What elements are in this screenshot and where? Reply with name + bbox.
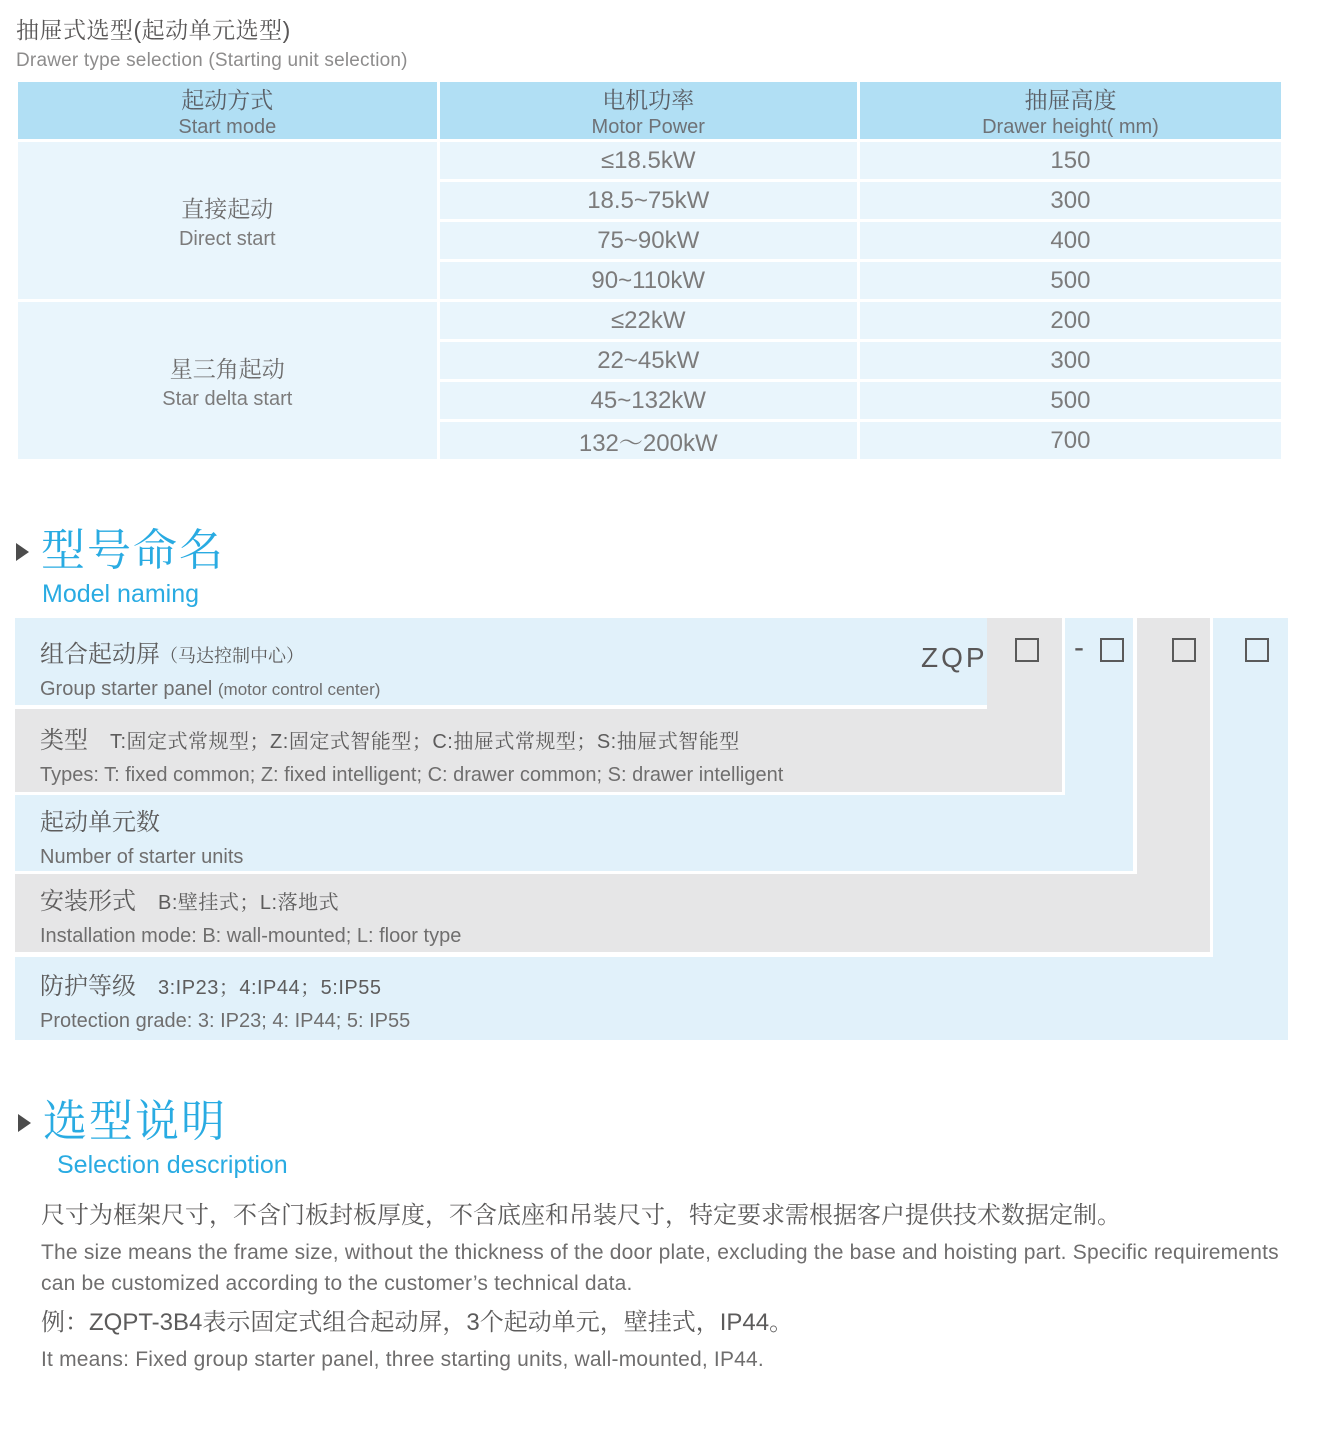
model-code-box-protection — [1245, 638, 1269, 662]
row-label-zh-main: 起动单元数 — [40, 809, 160, 836]
code-column-type — [987, 618, 1062, 709]
row-label-zh-main: 防护等级 — [40, 973, 136, 1000]
col-header-drawer-height-zh: 抽屉高度 — [1024, 87, 1117, 113]
table-row — [18, 142, 1281, 179]
table-header-row — [18, 82, 1281, 139]
section-marker-icon — [18, 1114, 31, 1132]
row-label-zh — [40, 634, 380, 669]
selection-description-text — [41, 1198, 1293, 1375]
row-label-en: Types: T: fixed common; Z: fixed intelligent; C: drawer common; S: drawer intelligent — [40, 764, 784, 786]
size-note-en: The size means the frame size, without the thickness of the door plate, excluding the base and hoisting part. Specific requirements can be customized according to the customer’s technical data. — [41, 1241, 1279, 1295]
size-note-zh: 尺寸为框架尺寸，不含门板封板厚度，不含底座和吊装尺寸，特定要求需根据客户提供技术数据定制。 — [41, 1202, 1121, 1229]
motor-power-cell: ≤18.5kW — [440, 142, 857, 179]
row-label-zh — [40, 720, 783, 755]
row-label-zh-main: 类型 — [40, 727, 88, 754]
diagram-row-type — [40, 720, 783, 787]
motor-power-cell: 22~45kW — [440, 342, 857, 379]
page-title-zh: 抽屉式选型(起动单元选型) — [16, 17, 291, 43]
model-code-dash: - — [1074, 631, 1084, 664]
diagram-row-units — [40, 802, 243, 869]
drawer-height-cell: 400 — [860, 222, 1281, 259]
drawer-height-cell: 150 — [860, 142, 1281, 179]
example-note-zh: 例：ZQPT-3B4表示固定式组合起动屏，3个起动单元，壁挂式，IP44。 — [41, 1309, 794, 1336]
row-label-en-main: Group starter panel — [40, 678, 213, 700]
row-label-en-sub: (motor control center) — [217, 680, 381, 699]
col-header-motor-power-zh: 电机功率 — [602, 87, 695, 113]
model-code-box-units — [1100, 638, 1124, 662]
row-label-zh-detail: T:固定式常规型；Z:固定式智能型；C:抽屉式常规型；S:抽屉式智能型 — [110, 731, 740, 753]
drawer-height-cell: 500 — [860, 262, 1281, 299]
drawer-height-cell: 200 — [860, 302, 1281, 339]
col-header-drawer-height — [860, 82, 1281, 139]
motor-power-cell: ≤22kW — [440, 302, 857, 339]
motor-power-cell: 18.5~75kW — [440, 182, 857, 219]
start-mode-star-delta-en: Star delta start — [162, 387, 293, 410]
start-mode-star-delta-zh: 星三角起动 — [169, 355, 285, 382]
page-title — [16, 12, 408, 72]
drawer-height-cell: 300 — [860, 342, 1281, 379]
table-body — [18, 142, 1281, 459]
section-heading-zh: 型号命名 — [41, 526, 225, 575]
motor-power-cell: 90~110kW — [440, 262, 857, 299]
table-row — [18, 302, 1281, 339]
model-code-prefix: ZQP — [921, 642, 988, 673]
motor-power-cell: 132～200kW — [440, 422, 857, 459]
motor-power-cell: 75~90kW — [440, 222, 857, 259]
row-label-zh-detail: B:壁挂式；L:落地式 — [158, 892, 340, 914]
section-heading-en: Selection description — [57, 1151, 288, 1179]
col-header-start-mode — [18, 82, 437, 139]
col-header-drawer-height-en: Drawer height( mm) — [982, 116, 1159, 138]
col-header-motor-power — [440, 82, 857, 139]
start-mode-cell-direct — [18, 142, 437, 299]
diagram-row-protection — [40, 966, 410, 1033]
row-label-zh — [40, 881, 461, 916]
model-naming-diagram — [15, 618, 1288, 1040]
section-marker-icon — [16, 543, 29, 561]
drawer-height-cell: 500 — [860, 382, 1281, 419]
col-header-start-mode-en: Start mode — [178, 116, 277, 138]
diagram-row-group-starter-panel — [40, 634, 380, 701]
row-label-zh-detail: 3:IP23；4:IP44；5:IP55 — [158, 977, 382, 999]
row-label-zh — [40, 966, 410, 1001]
drawer-height-cell: 300 — [860, 182, 1281, 219]
model-code-box-installation — [1172, 638, 1196, 662]
row-label-zh-main: 安装形式 — [40, 888, 136, 915]
table-header — [18, 82, 1281, 139]
model-code-box-type — [1015, 638, 1039, 662]
motor-power-cell: 45~132kW — [440, 382, 857, 419]
example-note-en: It means: Fixed group starter panel, three starting units, wall-mounted, IP44. — [41, 1348, 764, 1371]
start-mode-direct-zh: 直接起动 — [181, 195, 274, 222]
start-mode-direct-en: Direct start — [178, 227, 276, 250]
start-mode-cell-star-delta — [18, 302, 437, 459]
drawer-selection-table — [15, 79, 1284, 462]
section-heading-en: Model naming — [42, 580, 200, 608]
section-heading-selection — [18, 1098, 288, 1180]
col-header-motor-power-en: Motor Power — [591, 116, 705, 138]
row-label-en: Protection grade: 3: IP23; 4: IP44; 5: IP55 — [40, 1010, 411, 1032]
col-header-start-mode-zh: 起动方式 — [181, 87, 274, 113]
row-label-zh-main: 组合起动屏 — [40, 641, 160, 668]
row-label-en: Installation mode: B: wall-mounted; L: floor type — [40, 925, 462, 947]
row-label-zh — [40, 802, 243, 837]
drawer-height-cell: 700 — [860, 422, 1281, 459]
page-title-en: Drawer type selection (Starting unit selection) — [16, 50, 408, 71]
section-heading-zh: 选型说明 — [43, 1097, 227, 1146]
section-heading-model-naming — [16, 527, 225, 609]
row-label-en: Number of starter units — [40, 846, 244, 868]
row-label-zh-sub: （马达控制中心） — [160, 646, 304, 666]
diagram-row-installation — [40, 881, 461, 948]
row-label-en — [40, 678, 380, 701]
code-column-protection — [1213, 618, 1288, 957]
